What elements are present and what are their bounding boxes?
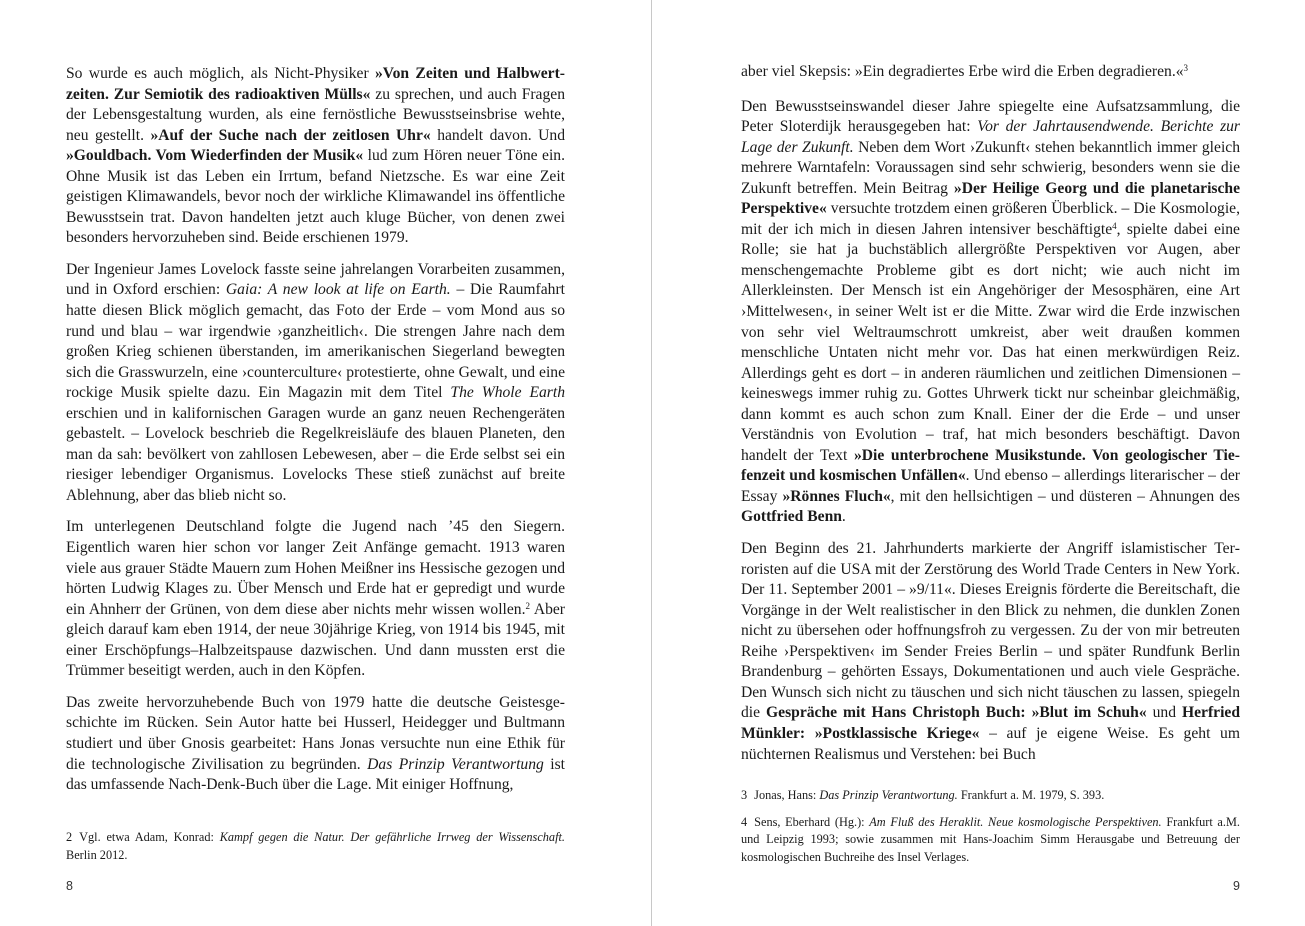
- bold-title: »Gouldbach. Vom Wiederfinden der Musik«: [66, 147, 364, 165]
- body-paragraph: [741, 97, 1240, 528]
- italic-title: Vor der Jahrtausendwende. Berichte zur Lage der Zukunft.: [741, 118, 1240, 156]
- body-paragraph: [741, 539, 1240, 765]
- text-run: Im unterlegenen Deutschland folgte die Jugend nach ’45 den Siegern. Eigentlich waren hier schon vor langer Zeit Anfänge gemacht. 1913 waren viele aus grauer Städte Mauern zum Hohen Meißner ins Hessische gezogen und hörten Ludwig Klages zu. Über Mensch und Erde hat er gepredigt und wurde ein Ahnherr der Grünen, von dem diese aber nichts mehr wissen wollen.: [66, 518, 565, 618]
- text-run: Neben dem Wort ›Zukunft‹ stehen bekanntlich immer gleich mehrere Warntafeln: Voraussagen sind sehr schwierig, besonders wenn sie die Zukunft betreffen. Mein Beitrag: [741, 138, 1240, 197]
- text-run: – auf je eigene Weise. Es geht um nüchternen Realismus und Verstehen: bei Buch: [741, 724, 1240, 763]
- italic-title: The Whole Earth: [450, 384, 565, 402]
- bold-title: Gespräche mit Hans Christoph Buch: »Blut im Schuh«: [766, 704, 1147, 722]
- text-run: Berlin 2012.: [66, 847, 128, 862]
- text-run: aber viel Skepsis: »Ein degradiertes Erbe wird die Erben degradieren.«: [741, 63, 1184, 80]
- text-run: und: [1146, 704, 1182, 722]
- text-run: , mit den hellsichtigen – und düsteren – Ahnungen des: [890, 487, 1240, 505]
- text-run: Den Beginn des 21. Jahrhunderts markierte der Angriff islamistischer Terroristen auf die USA mit der Zerstörung des World Trade Centers in New York. Der 11. September 2001 – »9/11«. Dieses Ereignis förderte die Bereitschaft, die Vorgänge in der Welt realistischer in den Blick zu nehmen, die dunklen Zonen nicht zu übersehen oder hoffnungsfroh zu vergessen. Zu der von mir betreuten Reihe ›Perspektiven‹ im Sender Freies Berlin – und später Rundfunk Berlin Brandenburg – gehörten Essays, Dokumentationen und auch viele Gespräche. Den Wunsch sich nicht zu täuschen und sich nicht täuschen zu lassen, spiegeln die: [741, 540, 1240, 722]
- text-run: Der Ingenieur James Lovelock fasste seine jahrelangen Vorarbeiten zusammen, und in Oxford erschien:: [66, 260, 565, 299]
- bold-title: »Der Heilige Georg und die planetarische Perspektive«: [741, 179, 1241, 218]
- bold-title: Gottfried Benn: [741, 508, 842, 526]
- text-run: Den Bewusstseinswandel dieser Jahre spiegelte eine Aufsatzsammlung, die Peter Sloterdijk herausgegeben hat:: [741, 97, 1240, 136]
- footnote-marker: 2: [525, 600, 530, 611]
- text-run: Frankfurt a.M. und Leipzig 1993; sowie zusammen mit Hans-Joachim Simm Herausgabe und Betreuung der kosmologischen Buchreihe des Insel Verlages.: [741, 814, 1240, 864]
- right-footnotes: [741, 787, 1240, 875]
- footnote: [741, 787, 1240, 805]
- text-run: zu sprechen, und auch Fragen der Lebensgestaltung wurden, als eine fernöstliche Bewusstseinsbrise wehte, neu gestellt.: [66, 85, 565, 144]
- text-run: Jonas, Hans:: [754, 788, 820, 802]
- text-run: So wurde es auch möglich, als Nicht-Physiker: [66, 65, 375, 82]
- footnote-marker: 4: [1112, 220, 1117, 231]
- italic-title: Gaia: A new look at life on Earth.: [225, 281, 451, 299]
- footnote-number: 3: [741, 788, 748, 802]
- bold-title: Herfried Münkler: »Postklassische Kriege«: [741, 704, 1240, 742]
- text-run: .: [841, 508, 846, 526]
- footnote-number: 4: [741, 814, 748, 829]
- right-page: [653, 0, 1305, 926]
- text-run: Sens, Eberhard (Hg.):: [754, 814, 870, 829]
- text-run: Aber gleich darauf kam eben 1914, der neue 30jährige Krieg, von 1914 bis 1945, mit einer Erschöpfungs–Halbzeitspause dazwischen. Und dann mussten erst die Trümmer beseitigt werden, auch in den Köpfen.: [66, 600, 566, 680]
- left-body-text: [66, 64, 565, 807]
- body-paragraph: [66, 693, 565, 796]
- text-run: Das zweite hervorzuhebende Buch von 1979 hatte die deutsche Geistesgeschichte im Rücken. Sein Autor hatte bei Husserl, Heidegger und Bultmann studiert und über Gnosis gearbeitet: Hans Jonas versuchte nun eine Ethik für die technologische Zivilisation zu begründen.: [66, 693, 565, 773]
- italic-title: Das Prinzip Verantwortung.: [819, 788, 958, 802]
- italic-title: Das Prinzip Verantwortung: [367, 755, 544, 773]
- footnote: [66, 829, 565, 864]
- text-run: Frankfurt a. M. 1979, S. 393.: [957, 788, 1105, 802]
- bold-title: »Auf der Suche nach der zeitlosen Uhr«: [150, 126, 431, 144]
- bold-title: »Die unterbrochene Musikstunde. Von geologischer Tiefenzeit und kosmischen Unfällen«: [741, 446, 1240, 485]
- text-run: lud zum Hören neuer Töne ein. Ohne Musik ist das Leben ein Irrtum, befand Nietzsche. Es war eine Zeit geistigen Klimawandels, bevor noch der wirkliche Klimawandel ins öffentliche Bewusstsein trat. Davon handelten jetzt auch kluge Bücher, von denen zwei besonders hervorzuheben sind. Beide erschienen 1979.: [66, 147, 565, 247]
- text-run: . Und ebenso – allerdings literarischer – der Essay: [741, 467, 1240, 505]
- bold-title: »Rönnes Fluch«: [782, 487, 891, 505]
- footnote-marker: 3: [1183, 63, 1189, 73]
- page-number-left: 8: [66, 879, 73, 893]
- text-run: erschien und in kalifornischen Garagen wurde an ganz neuen Rechengeräten gebastelt. – Lovelock beschrieb die Regelkreisläufe des blauen Planeten, den man da sah: bevölkert von zahllosen Lebewesen, aber – die Erde selbst sei ein riesiger lebendiger Organismus. Lovelocks These stieß zunächst auf breite Ablehnung, aber das blieb nicht so.: [66, 404, 565, 504]
- text-run: Vgl. etwa Adam, Konrad:: [79, 830, 220, 844]
- body-paragraph: [66, 517, 565, 681]
- left-footnotes: [66, 829, 565, 873]
- text-run: – Die Raumfahrt hatte diesen Blick möglich gemacht, das Foto der Erde – vom Mond aus so rund und blau – war irgendwie ›ganzheitlich‹. Die strengen Jahre nach dem großen Krieg schienen überstanden, im amerikanischen Siegerland bewegten sich die Grasswurzeln, eine ›counterculture‹ protestierte, ohne Gewalt, und eine rockige Musik spielte dazu. Ein Magazin mit dem Titel: [66, 281, 565, 402]
- body-paragraph: [66, 260, 565, 507]
- footnote-number: 2: [66, 830, 73, 844]
- text-run: handelt davon. Und: [430, 126, 566, 144]
- continued-paragraph: [741, 62, 1240, 83]
- text-run: , spielte dabei eine Rolle; sie hat ja buchstäblich allergrößte Perspektiven vor Augen, aber menschengemachte Probleme gibt es dort nicht; wie auch nicht im Allerkleinsten. Der Mensch ist ein Angehöriger der Mesosphären, eine Art ›Mittelwesen‹, in seiner Welt ist er die Mitte. Zwar wird die Erde inzwischen von sehr viel Weltraumschrott umkreist, aber weit draußen kommen menschliche Untaten nicht mehr vor. Das hat einen merkwürdigen Reiz. Allerdings geht es dort – in anderen räumlichen und zeitlichen Dimensionen – keineswegs immer ruhig zu. Gottes Uhrwerk tickt nur scheinbar gleichmäßig, dann kommt es auch schon zum Knall. Einer der die Erde – und unser Verständnis von Evolution – traf, hat mich besonders beschäftigt. Davon handelt der Text: [741, 220, 1240, 464]
- bold-title: »Von Zeiten und Halbwertzeiten. Zur Semiotik des radioaktiven Mülls«: [66, 65, 565, 103]
- body-paragraph: [66, 64, 565, 249]
- page-number-right: 9: [1233, 879, 1240, 893]
- italic-title: Am Fluß des Heraklit. Neue kosmologische Perspektiven.: [869, 814, 1162, 829]
- text-run: versuchte trotzdem einen größeren Überblick. – Die Kosmologie, mit der ich mich in diesen Jahren intensiver beschäftigte: [741, 200, 1240, 238]
- right-body-text: [741, 62, 1240, 776]
- footnote: [741, 814, 1240, 867]
- right-paragraphs: [741, 97, 1240, 766]
- text-run: ist das umfassende Nach-Denk-Buch über die Lage. Mit einiger Hoffnung,: [66, 755, 565, 794]
- italic-title: Kampf gegen die Natur. Der gefährliche Irrweg der Wissenschaft.: [219, 830, 565, 844]
- left-page: [0, 0, 652, 926]
